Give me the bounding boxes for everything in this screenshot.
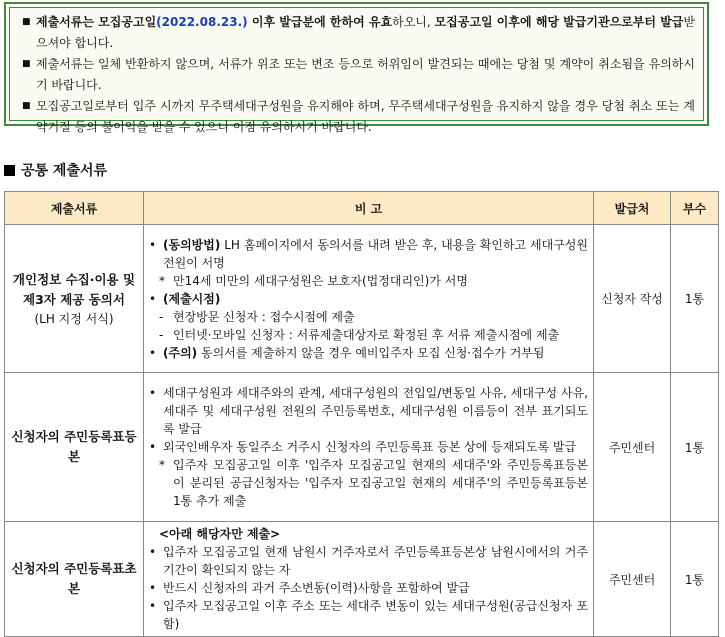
remarks-line bbox=[149, 543, 588, 579]
line-text: 입주자 모집공고일 이후 '입주자 모집공고일 현재의 세대주'와 주민등록표등본이 분리된 공급신청자는 '입주자 모집공고일 현재의 세대주'의 주민등록표등본 1통 추가 제출 bbox=[173, 458, 588, 508]
notice-text: 제출서류는 일체 반환하지 않으며, 서류가 위조 또는 변조 등으로 허위임이 발견되는 때에는 당첨 및 계약이 취소됨을 유의하시기 바랍니다. bbox=[36, 57, 695, 92]
line-text: 반드시 신청자의 과거 주소변동(이력)사항을 포함하여 발급 bbox=[163, 581, 470, 595]
notice-box bbox=[4, 2, 709, 134]
section-title-text: 공통 제출서류 bbox=[21, 163, 108, 179]
line-text: 입주자 모집공고일 이후 주소 또는 세대주 변동이 있는 세대구성원(공급신청자 포함) bbox=[163, 599, 588, 631]
line-marker: - bbox=[159, 309, 164, 324]
line-label: (주의) bbox=[163, 345, 198, 360]
remarks-line bbox=[149, 344, 588, 362]
line-text: 현장방문 신청자 : 접수시점에 제출 bbox=[173, 309, 355, 324]
line-marker: • bbox=[149, 345, 157, 360]
document-name: 개인정보 수집·이용 및 제3자 제공 동의서 bbox=[12, 272, 136, 307]
remarks-line bbox=[149, 438, 588, 456]
remarks-line bbox=[149, 579, 588, 597]
line-text: 세대구성원과 세대주와의 관계, 세대구성원의 전입일/변동일 사유, 세대구성 사유, 세대주 및 세대구성원 전원의 주민등록번호, 세대구성원 이름등이 전부 표기되도록 발급 bbox=[163, 386, 588, 436]
table-header-row bbox=[5, 192, 719, 225]
line-text: (주의) 동의서를 제출하지 않을 경우 예비입주자 모집 신청·접수가 거부됨 bbox=[163, 345, 545, 360]
table-row bbox=[5, 225, 719, 373]
notice-emph: 제출서류는 모집공고일 bbox=[36, 15, 157, 29]
remarks-cell bbox=[144, 373, 594, 522]
header-remarks: 비 고 bbox=[144, 192, 594, 225]
remarks-cell bbox=[144, 225, 594, 373]
document-note: (LH 지정 서식) bbox=[34, 312, 114, 326]
line-label: (동의방법) bbox=[163, 237, 221, 252]
line-marker: • bbox=[149, 545, 157, 559]
copies-cell: 1통 bbox=[671, 225, 719, 373]
notice-item bbox=[22, 96, 695, 138]
notice-text bbox=[36, 12, 695, 54]
bullet-icon: ■ bbox=[22, 101, 31, 111]
remarks-line bbox=[149, 326, 588, 344]
remarks-line bbox=[149, 236, 588, 272]
line-text: 입주자 모집공고일 현재 남원시 거주자로서 주민등록표등본상 남원시에서의 거주기간이 확인되지 않는 자 bbox=[163, 545, 588, 577]
documents-table bbox=[4, 191, 719, 637]
line-marker: • bbox=[149, 440, 157, 454]
issuer-cell: 신청자 작성 bbox=[594, 225, 671, 373]
line-marker: * bbox=[159, 458, 165, 472]
document-name: 신청자의 주민등록표등본 bbox=[11, 429, 137, 464]
notice-item bbox=[22, 54, 695, 96]
line-text bbox=[163, 290, 588, 308]
line-label: (제출시점) bbox=[163, 291, 221, 306]
notice-plain: 받으셔야 합니다. bbox=[36, 15, 695, 50]
table-row bbox=[5, 522, 719, 637]
line-marker: • bbox=[149, 386, 157, 400]
issuer-cell: 주민센터 bbox=[594, 373, 671, 522]
section-title bbox=[4, 160, 107, 180]
bullet-icon: ■ bbox=[22, 59, 31, 69]
line-text: 외국인배우자 동일주소 거주시 신청자의 주민등록표 등본 상에 등재되도록 발급 bbox=[163, 440, 577, 454]
document-name-cell bbox=[5, 522, 144, 637]
remarks-line bbox=[149, 308, 588, 326]
notice-item bbox=[22, 12, 695, 54]
copies-cell: 1통 bbox=[671, 522, 719, 637]
remarks-cell bbox=[144, 522, 594, 637]
table-row bbox=[5, 373, 719, 522]
remarks-line bbox=[149, 290, 588, 308]
remarks-heading: <아래 해당자만 제출> bbox=[159, 527, 281, 541]
line-text: (동의방법) LH 홈페이지에서 동의서를 내려 받은 후, 내용을 확인하고 세대구성원 전원이 서명 bbox=[163, 237, 588, 270]
bullet-icon: ■ bbox=[22, 17, 31, 27]
header-document: 제출서류 bbox=[5, 192, 144, 225]
remarks-line bbox=[149, 456, 588, 510]
issuer-cell: 주민센터 bbox=[594, 522, 671, 637]
notice-date: (2022.08.23.) bbox=[156, 15, 248, 29]
document-name-cell bbox=[5, 373, 144, 522]
line-marker: - bbox=[159, 327, 164, 342]
line-text: 인터넷·모바일 신청자 : 서류제출대상자로 확정된 후 서류 제출시점에 제출 bbox=[173, 327, 560, 342]
line-marker: • bbox=[149, 581, 157, 595]
remarks-line bbox=[149, 272, 588, 290]
square-bullet-icon bbox=[4, 165, 15, 176]
line-marker: • bbox=[149, 599, 157, 613]
remarks-line bbox=[149, 384, 588, 438]
line-text: 만14세 미만의 세대구성원은 보호자(법정대리인)가 서명 bbox=[173, 273, 468, 288]
remarks-line bbox=[149, 597, 588, 633]
header-issuer: 발급처 bbox=[594, 192, 671, 225]
line-marker: * bbox=[159, 273, 165, 288]
document-name: 신청자의 주민등록표초본 bbox=[11, 561, 137, 596]
line-marker: • bbox=[149, 291, 157, 306]
header-copies: 부수 bbox=[671, 192, 719, 225]
notice-plain: 하오니, bbox=[392, 15, 435, 29]
copies-cell: 1통 bbox=[671, 373, 719, 522]
document-name-cell bbox=[5, 225, 144, 373]
notice-inner bbox=[9, 7, 704, 134]
notice-emph: 이후 발급분에 한하여 유효 bbox=[247, 15, 393, 29]
notice-text: 모집공고일로부터 입주 시까지 무주택세대구성원을 유지해야 하며, 무주택세대구성원을 유지하지 않을 경우 당첨 취소 또는 계약거절 등의 불이익을 받을 수 있으니 이점 유의하시기 바랍니다. bbox=[36, 99, 695, 134]
line-marker: • bbox=[149, 237, 157, 252]
notice-emph: 모집공고일 이후에 해당 발급기관으로부터 발급 bbox=[434, 15, 684, 29]
